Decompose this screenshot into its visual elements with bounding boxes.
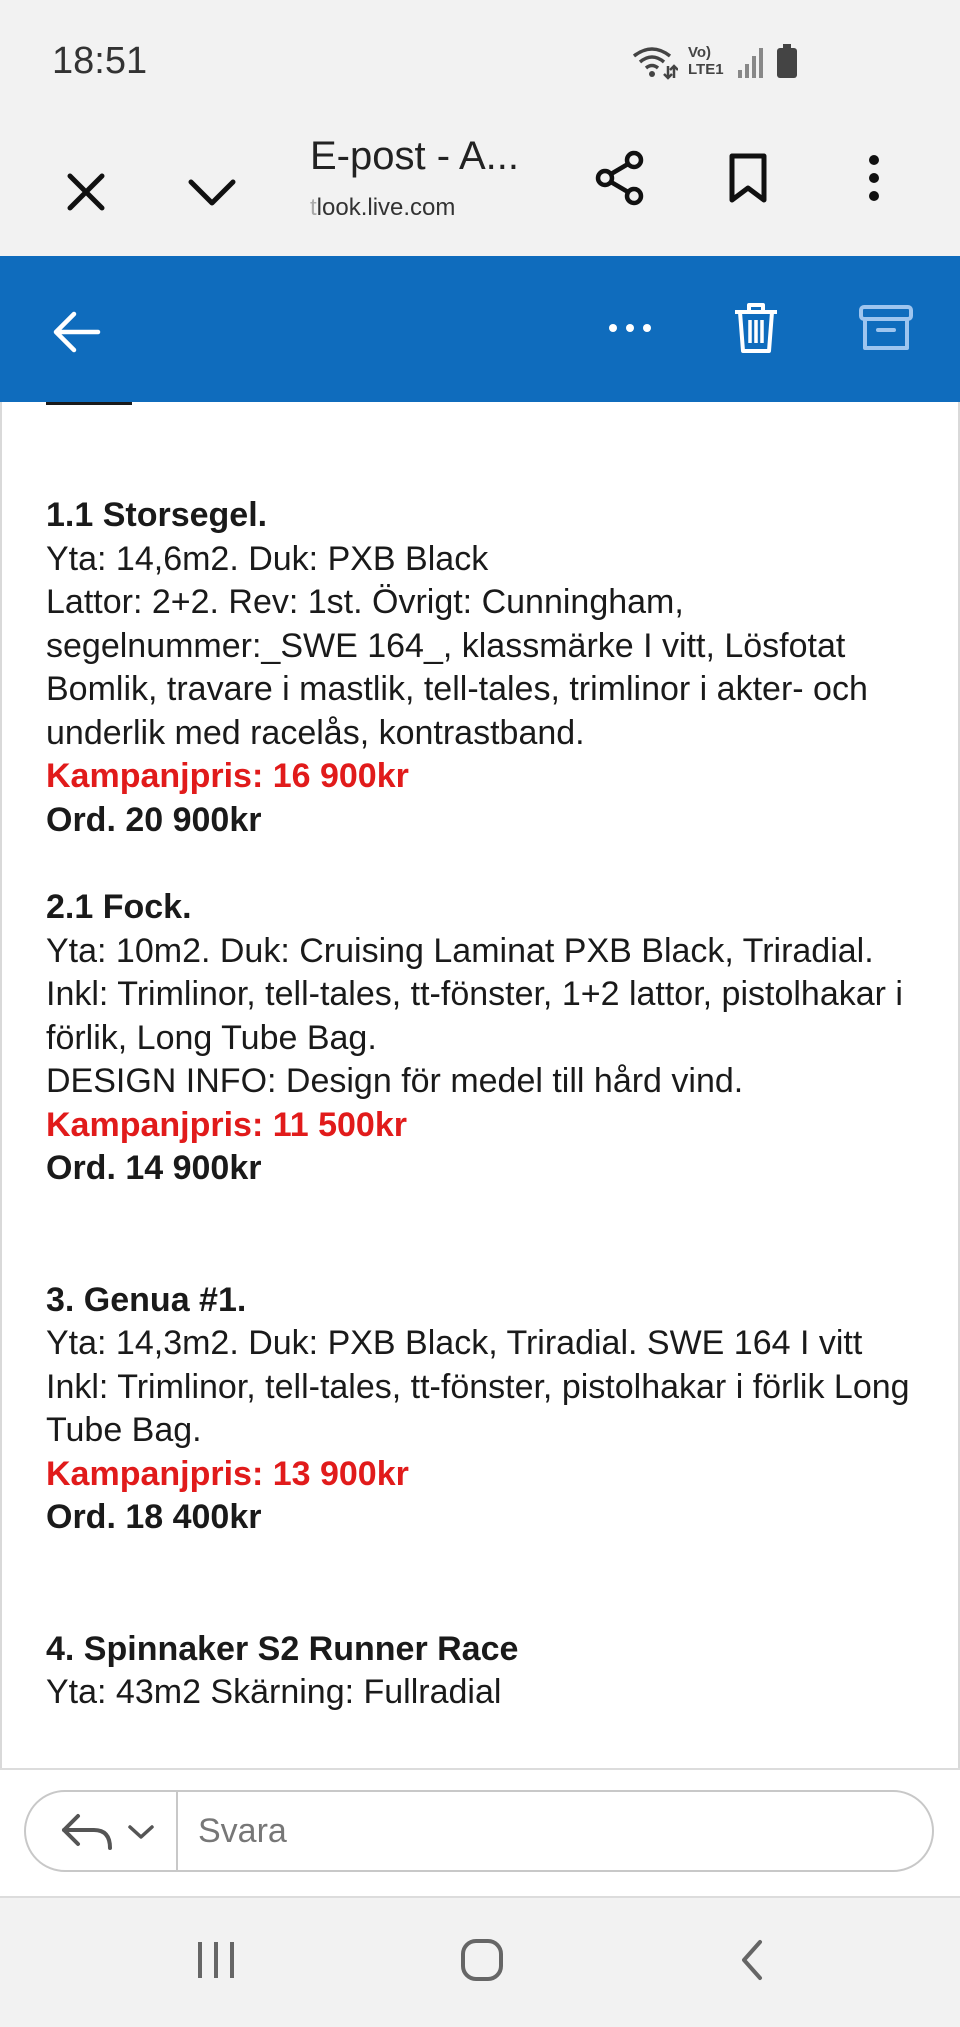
underline-fragment (46, 402, 132, 405)
ordinary-price: Ord. 18 400kr (46, 1498, 262, 1536)
close-icon (64, 170, 108, 214)
browser-menu-button[interactable] (838, 142, 910, 214)
section-line: Lattor: 2+2. Rev: 1st. Övrigt: Cunningham, segelnummer:_SWE 164_, klassmärke I vitt, Lösfotat Bomlik, travare i mastlik, tell-tales, trimlinor i akter- och underlik med racelås, kontrastband. (46, 583, 868, 752)
back-button[interactable] (36, 292, 116, 372)
lte-label: LTE1 (688, 61, 724, 78)
reply-input[interactable]: Svara (198, 1812, 287, 1850)
section-line: DESIGN INFO: Design för medel till hård vind. (46, 1062, 744, 1100)
section-heading: 4. Spinnaker S2 Runner Race (46, 1629, 519, 1668)
mail-app-bar (0, 256, 960, 402)
reply-divider (176, 1792, 178, 1870)
section-heading: 1.1 Storsegel. (46, 496, 268, 534)
page-url-text: look.live.com (316, 194, 456, 221)
home-icon (460, 1938, 504, 1982)
email-body-viewport[interactable] (0, 402, 960, 1768)
bookmark-button[interactable] (712, 142, 784, 214)
campaign-price: Kampanjpris: 13 900kr (46, 1454, 409, 1493)
campaign-price: Kampanjpris: 11 500kr (46, 1105, 407, 1144)
more-vertical-icon (867, 154, 881, 202)
home-button[interactable] (444, 1922, 520, 1998)
section-heading: 2.1 Fock. (46, 888, 192, 926)
section-line: Inkl: Trimlinor, tell-tales, tt-fönster, 1+2 lattor, pistolhakar i förlik, Long Tube Bag. (46, 975, 903, 1057)
status-icons (630, 44, 810, 84)
share-button[interactable] (584, 142, 656, 214)
arrow-left-icon (50, 310, 102, 354)
spacer (46, 1540, 936, 1628)
bookmark-icon (728, 152, 768, 204)
spacer (46, 842, 936, 886)
archive-icon (858, 303, 914, 353)
page-url-faded: t (310, 194, 317, 221)
status-time: 18:51 (52, 40, 148, 82)
wifi-icon (630, 44, 678, 80)
reply-bar (0, 1768, 960, 1898)
ordinary-price: Ord. 20 900kr (46, 800, 262, 839)
campaign-price: Kampanjpris: 16 900kr (46, 757, 409, 795)
volte-icon (688, 44, 730, 80)
section-line: Yta: 14,6m2. Duk: PXB Black (46, 539, 489, 578)
section-line: Yta: 43m2 Skärning: Fullradial (46, 1673, 502, 1711)
delete-button[interactable] (716, 288, 796, 368)
spacer (46, 1191, 936, 1279)
archive-button[interactable] (846, 288, 926, 368)
reply-icon (60, 1812, 116, 1852)
section-heading: 3. Genua #1. (46, 1280, 247, 1319)
ordinary-price: Ord. 14 900kr (46, 1149, 262, 1187)
status-bar (0, 0, 960, 120)
section-line: Yta: 14,3m2. Duk: PXB Black, Triradial. SWE 164 I vitt (46, 1324, 863, 1362)
chevron-down-icon (187, 177, 237, 207)
close-tab-button[interactable] (50, 156, 122, 228)
share-icon (594, 150, 646, 206)
recent-apps-button[interactable] (180, 1922, 252, 1998)
minimize-tab-button[interactable] (176, 156, 248, 228)
reply-field[interactable] (24, 1790, 934, 1872)
chevron-left-icon (738, 1938, 766, 1982)
page-url (310, 194, 455, 222)
signal-icon (736, 46, 766, 78)
more-actions-button[interactable] (590, 288, 670, 368)
recent-apps-icon (194, 1940, 238, 1980)
email-body (46, 494, 936, 1715)
system-nav-bar (0, 1898, 960, 2027)
more-horizontal-icon (608, 323, 652, 333)
volte-label: Vo) (688, 44, 712, 61)
reply-options-button[interactable] (48, 1798, 168, 1866)
trash-icon (731, 300, 781, 356)
page-title: E-post - A... (310, 134, 519, 178)
battery-icon (776, 44, 798, 78)
section-line: Yta: 10m2. Duk: Cruising Laminat PXB Black, Triradial. (46, 931, 874, 970)
system-back-button[interactable] (716, 1922, 788, 1998)
chevron-down-icon (126, 1823, 156, 1841)
section-line: Inkl: Trimlinor, tell-tales, tt-fönster, pistolhakar i förlik Long Tube Bag. (46, 1367, 910, 1449)
